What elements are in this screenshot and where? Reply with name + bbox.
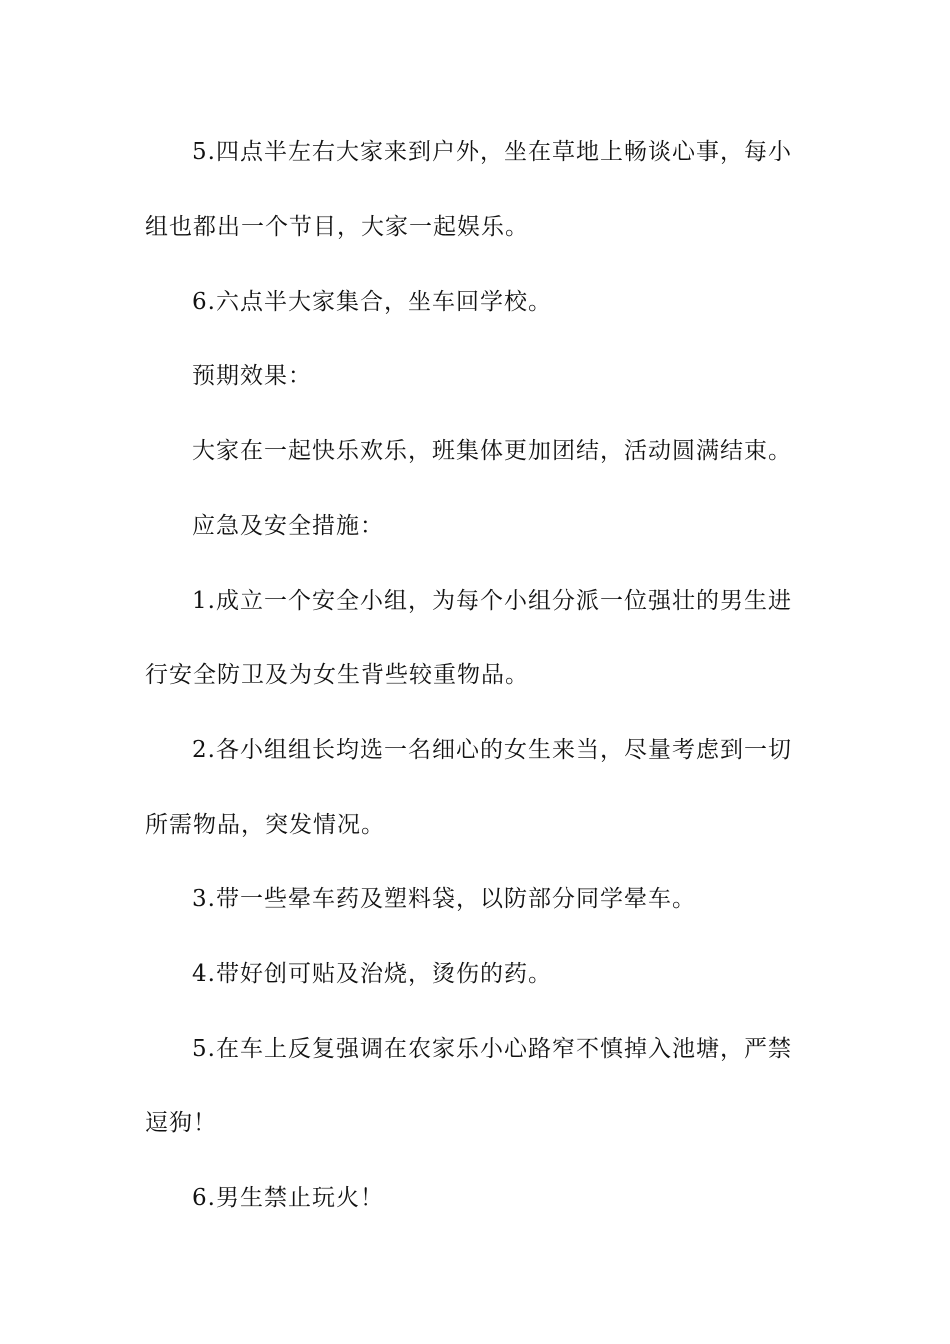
- paragraph-line: 大家在一起快乐欢乐，班集体更加团结，活动圆满结束。: [192, 438, 792, 464]
- paragraph-line: 行安全防卫及为女生背些较重物品。: [145, 662, 529, 688]
- paragraph-line: 4.带好创可贴及治烧，烫伤的药。: [192, 961, 552, 987]
- paragraph-line: 2.各小组组长均选一名细心的女生来当，尽量考虑到一切: [192, 737, 792, 763]
- paragraph-line: 6.男生禁止玩火！: [192, 1185, 384, 1211]
- paragraph-line: 1.成立一个安全小组，为每个小组分派一位强壮的男生进: [192, 588, 792, 614]
- section-heading: 预期效果：: [192, 363, 312, 389]
- paragraph-line: 逗狗！: [145, 1110, 217, 1136]
- paragraph-line: 5.在车上反复强调在农家乐小心路窄不慎掉入池塘，严禁: [192, 1036, 792, 1062]
- paragraph-line: 3.带一些晕车药及塑料袋，以防部分同学晕车。: [192, 886, 696, 912]
- paragraph-line: 6.六点半大家集合，坐车回学校。: [192, 289, 552, 315]
- paragraph-line: 所需物品，突发情况。: [145, 812, 385, 838]
- section-heading: 应急及安全措施：: [192, 513, 384, 539]
- paragraph-line: 组也都出一个节目，大家一起娱乐。: [145, 214, 529, 240]
- paragraph-line: 5.四点半左右大家来到户外，坐在草地上畅谈心事，每小: [192, 139, 792, 165]
